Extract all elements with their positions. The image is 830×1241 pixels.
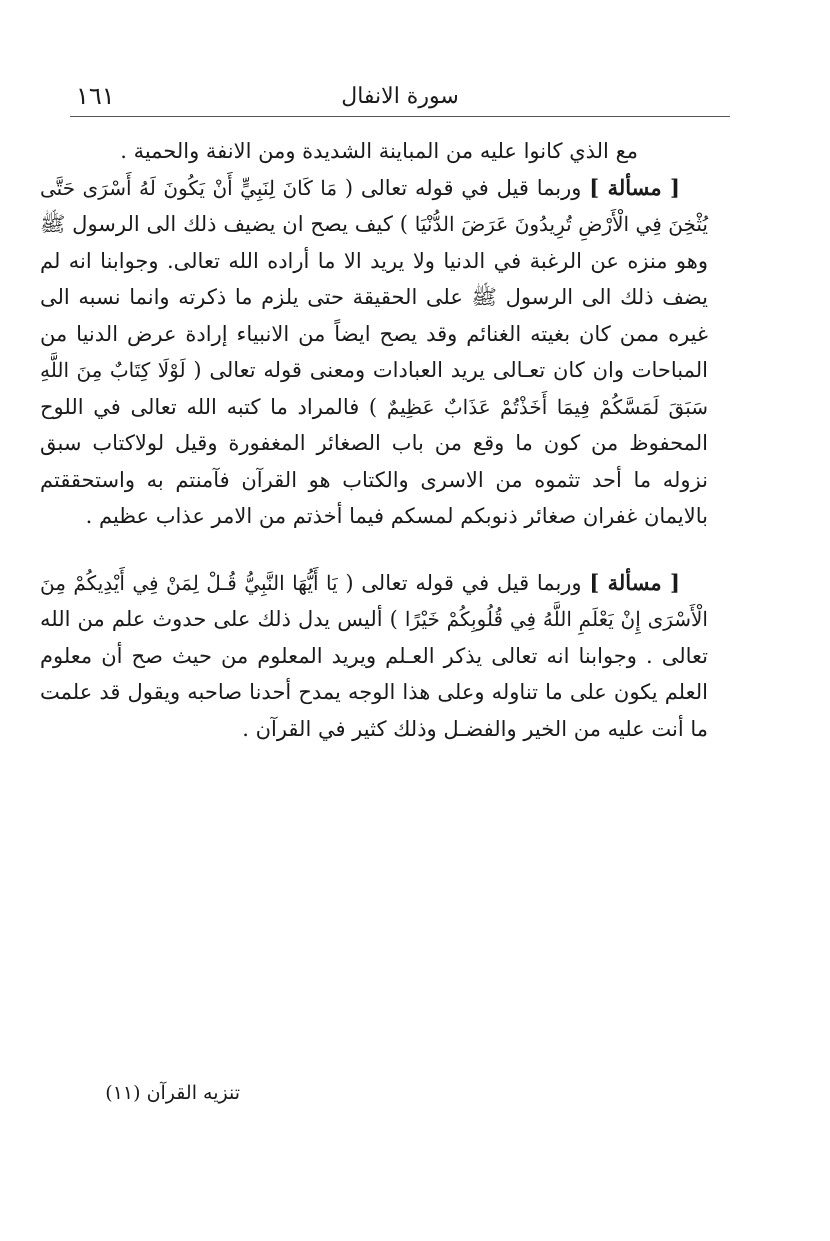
paragraph-3 [40,565,708,748]
header-rule [70,116,730,117]
paragraph-1: مع الذي كانوا عليه من المباينة الشديدة ومن الانفة والحمية . [120,139,638,163]
page-footer [80,1082,240,1110]
surah-title: سورة الانفال [341,84,459,109]
page-header [70,82,730,114]
quran-verse: مَا كَانَ لِنَبِيٍّ أَنْ يَكُونَ لَهُ أَسْرَى حَتَّى يُثْخِنَ فِي الْأَرْضِ تُرِيدُونَ عَرَضَ الدُّنْيَا [40,175,708,236]
paragraph-text: ) كيف يصح ان يضيف ذلك الى الرسول ﷺ وهو منزه عن الرغبة في الدنيا ولا يريد الا ما أراده الله تعالى. وجوابنا انه لم يضف ذلك الى الرسول ﷺ على الحقيقة حتى يلزم ما ذكرته وانما نسبه الى غيره ممن كان بغيته الغنائم وقد يصح ايضاً من الانبياء إرادة عرض الدنيا من المباحات وان كان تعـالى يريد العبادات ومعنى قوله تعالى ( [40,212,708,382]
body-text [40,133,708,747]
signature-number: (١١) [105,1082,141,1104]
paragraph-text: ) فالمراد ما كتبه الله تعالى في اللوح المحفوظ من كون ما وقع من باب الصغائر المغفورة وقيل لولاكتاب سبق نزوله ما أحد تثموه من الاسرى والكتاب هو القرآن فآمنتم به واستحققتم بالايمان غفران صغائر ذنوبكم لمسكم فيما أخذتم من الامر عذاب عظيم . [40,394,708,528]
quran-verse: يَا أَيُّهَا النَّبِيُّ قُـلْ لِمَنْ فِي أَيْدِيكُمْ مِنَ الْأَسْرَى إِنْ يَعْلَمِ اللَّهُ فِي قُلُوبِكُمْ خَيْرًا [40,570,708,631]
paragraph-text: وربما قيل في قوله تعالى ( [337,175,590,200]
quran-verse: لَوْلَا كِتَابٌ مِنَ اللَّهِ سَبَقَ لَمَسَّكُمْ فِيمَا أَخَذْتُمْ عَذَابٌ عَظِيمٌ [40,358,708,419]
page-number: ١٦١ [76,82,115,110]
paragraph-text: وربما قيل في قوله تعالى ( [337,570,590,595]
paragraph-2 [40,170,708,535]
question-label: [ مسألة ] [589,174,680,200]
paragraph-text: ) أليس يدل ذلك على حدوث علم من الله تعالى . وجوابنا انه تعالى يذكر العـلم ويريد المعلوم من حيث صح أن معلوم العلم يكون على ما تناوله وعلى هذا الوجه يمدح أحدنا صاحبه ويقول قد علمت ما أنت عليه من الخير والفضـل وذلك كثير في القرآن . [40,607,708,741]
question-label: [ مسألة ] [589,569,680,595]
book-title: تنزيه القرآن [146,1082,240,1104]
